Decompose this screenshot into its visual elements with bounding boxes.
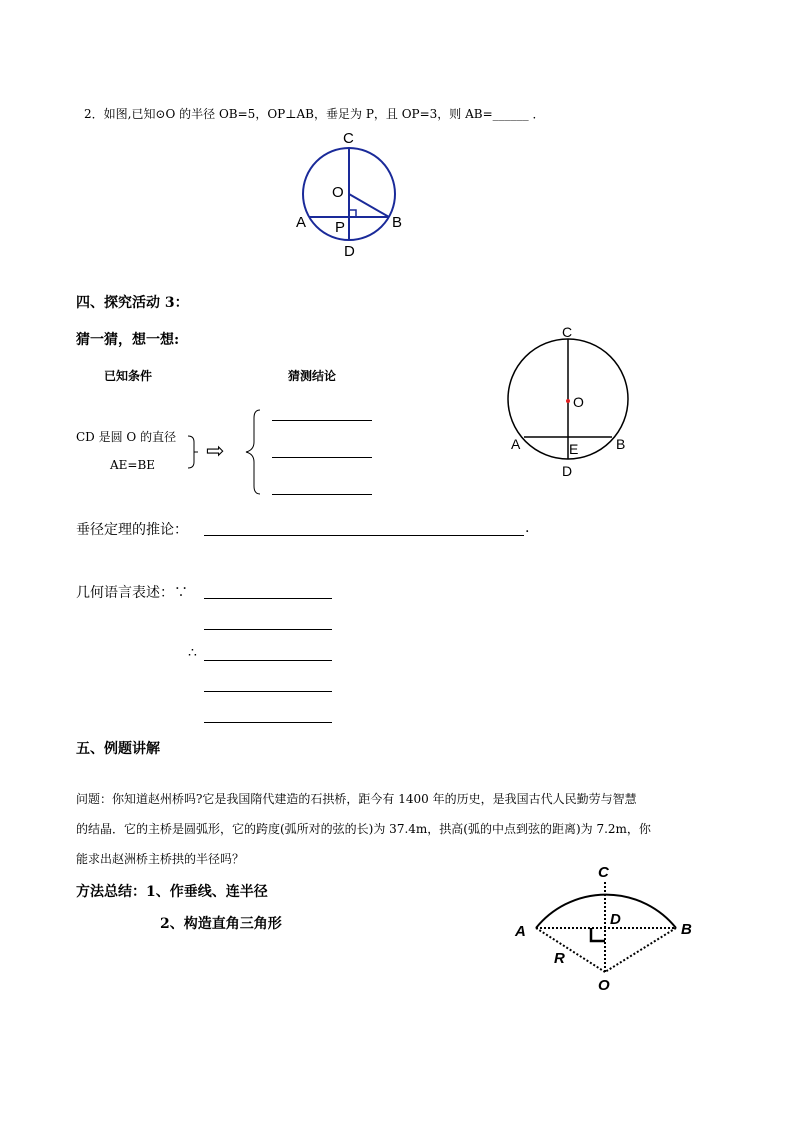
corollary-label: 垂径定理的推论： — [76, 522, 188, 538]
problem-line-2: 的结晶．它的主桥是圆弧形，它的跨度(弧所对的弦的长)为 37.4m，拱高(弧的中点到弦的距离)为 7.2m，你 — [76, 822, 651, 836]
label-d2: D — [562, 463, 573, 479]
label-p: P — [335, 219, 346, 236]
blank-conclusion-2[interactable] — [272, 457, 372, 458]
guess-conclusion-header: 猜测结论 — [288, 369, 337, 383]
blank-therefore-1[interactable] — [204, 660, 332, 661]
problem-line-1: 问题：你知道赵州桥吗?它是我国隋代建造的石拱桥，距今有 1400 年的历史，是我国古代人民勤劳与智慧 — [76, 792, 637, 806]
label-b: B — [392, 214, 403, 231]
geometry-language-label: 几何语言表述：∵ — [76, 585, 188, 601]
label-a: A — [296, 214, 307, 231]
label-a2: A — [511, 436, 521, 452]
problem-line-3: 能求出赵洲桥主桥拱的半径吗？ — [76, 852, 245, 866]
label-r3: R — [554, 950, 565, 967]
section-5-title: 五、例题讲解 — [76, 741, 160, 757]
label-o2: O — [573, 394, 584, 410]
condition-ae-be: AE=BE — [110, 458, 156, 472]
label-d: D — [344, 243, 355, 260]
problem-2-text: 2．如图,已知⊙O 的半径 OB=5，OP⊥AB，垂足为 P，且 OP=3，则 AB=______ ． — [84, 107, 545, 121]
circle-diagram-1 — [290, 125, 410, 260]
blank-because-2[interactable] — [204, 629, 332, 630]
therefore-symbol: ∴ — [188, 645, 197, 661]
circle-diagram-2 — [500, 320, 645, 485]
bridge-diagram — [505, 858, 700, 998]
label-b3: B — [681, 921, 692, 938]
label-b2: B — [616, 436, 626, 452]
blank-conclusion-3[interactable] — [272, 494, 372, 495]
label-d3: D — [610, 911, 621, 928]
label-c: C — [343, 130, 354, 147]
blank-corollary[interactable] — [204, 535, 524, 536]
label-e2: E — [569, 441, 579, 457]
known-conditions-header: 已知条件 — [104, 369, 153, 383]
label-a3: A — [515, 923, 526, 940]
blank-therefore-3[interactable] — [204, 722, 332, 723]
condition-diameter: CD 是圆 O 的直径 — [76, 430, 177, 444]
blank-conclusion-1[interactable] — [272, 420, 372, 421]
label-c2: C — [562, 324, 573, 340]
arrow-icon: ⇨ — [206, 439, 225, 464]
label-o: O — [332, 184, 344, 201]
corollary-period: . — [525, 520, 530, 536]
section-4-title: 四、探究活动 3： — [76, 295, 189, 311]
guess-heading: 猜一猜，想一想: — [76, 332, 180, 348]
blank-therefore-2[interactable] — [204, 691, 332, 692]
label-o3: O — [598, 977, 610, 994]
label-c3: C — [598, 864, 609, 881]
method-summary-2: 2、构造直角三角形 — [160, 916, 282, 932]
blank-because-1[interactable] — [204, 598, 332, 599]
method-summary-1: 方法总结：1、作垂线、连半径 — [76, 884, 268, 900]
